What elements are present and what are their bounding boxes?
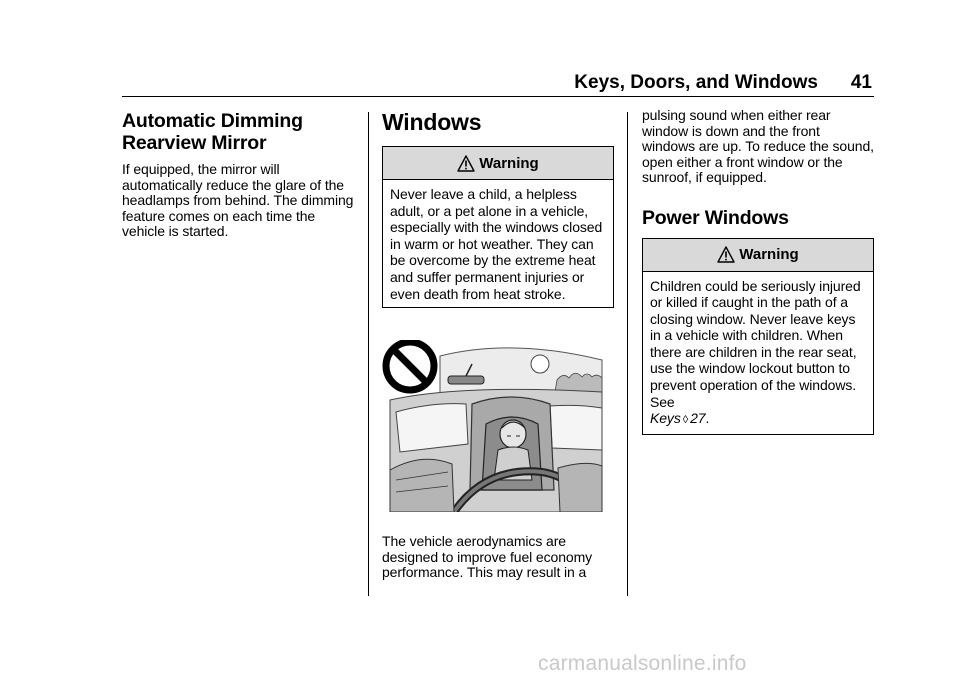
warning-triangle-icon bbox=[717, 246, 735, 263]
page-reference-icon: ◊ bbox=[682, 414, 689, 427]
warning-header bbox=[383, 147, 613, 180]
page-header bbox=[122, 68, 874, 97]
watermark: carmanualsonline.info bbox=[538, 652, 747, 675]
section-title-dimming-mirror: Automatic Dimming Rearview Mirror bbox=[122, 110, 303, 154]
column-2 bbox=[382, 108, 614, 581]
warning-text-main: Children could be seriously injured or killed if caught in the path of a closing window. Never leave keys in a vehicle with children. When there are children in the rear seat, use the window lockout button to prevent operation of the windows. See bbox=[650, 277, 861, 410]
column-3 bbox=[642, 108, 874, 435]
warning-box-closing-window bbox=[642, 238, 874, 435]
warning-text bbox=[643, 272, 873, 434]
warning-text: Never leave a child, a helpless adult, or a pet alone in a vehicle, especially with the windows closed in warm or hot weather. They can be overcome by the extreme heat and suffer permanent injuries or even death from heat stroke. bbox=[390, 186, 603, 302]
keys-reference[interactable]: Keys bbox=[650, 410, 681, 427]
column-divider-left bbox=[368, 112, 369, 596]
child-in-car-illustration bbox=[382, 340, 606, 512]
warning-triangle-icon bbox=[457, 155, 475, 172]
dimming-mirror-text: If equipped, the mirror will automatically reduce the glare of the headlamps from behind. The dimming feature comes on each time the vehicle is started. bbox=[122, 161, 354, 239]
pulsing-sound-text: pulsing sound when either rear window is down and the front windows are up. To reduce the sound, open either a front window or the sunroof, if equipped. bbox=[642, 107, 874, 185]
warning-header bbox=[643, 239, 873, 272]
section-title-power-windows: Power Windows bbox=[642, 206, 789, 229]
reference-period: . bbox=[705, 410, 710, 427]
section-title-windows: Windows bbox=[382, 109, 482, 135]
column-divider-right bbox=[627, 112, 628, 596]
column-1 bbox=[122, 108, 358, 240]
warning-box-child-heat bbox=[382, 146, 614, 308]
running-title: Keys, Doors, and Windows bbox=[574, 72, 818, 93]
warning-label: Warning bbox=[479, 154, 539, 172]
page-number: 41 bbox=[850, 72, 872, 93]
warning-label: Warning bbox=[739, 246, 799, 263]
aerodynamics-text: The vehicle aerodynamics are designed to improve fuel economy performance. This may result in a bbox=[382, 533, 593, 581]
keys-reference-page[interactable]: 27 bbox=[690, 410, 706, 427]
